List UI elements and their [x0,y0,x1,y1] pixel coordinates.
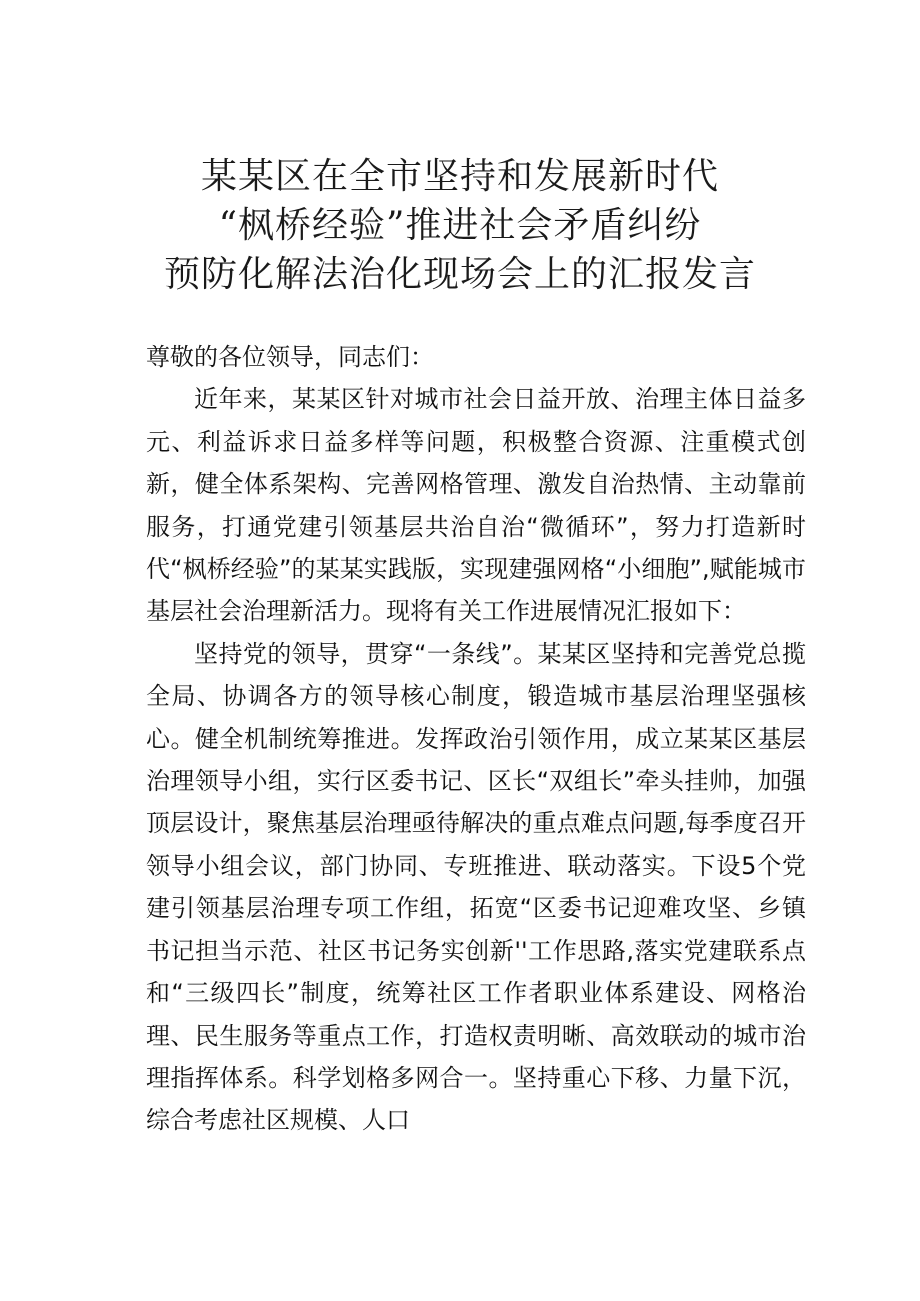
document-title [0,152,920,299]
salutation: 尊敬的各位领导，同志们： [146,343,434,371]
title-line-3: 预防化解法治化现场会上的汇报发言 [163,254,756,295]
paragraph-intro: 近年来，某某区针对城市社会日益开放、治理主体日益多元、利益诉求日益多样等问题，积极整合资源、注重模式创新，健全体系架构、完善网格管理、激发自治热情、主动靠前服务，打通党建引领基层共治自治“微循环”，努力打造新时代“枫桥经验”的某某实践版，实现建强网格“小细胞”,赋能城市基层社会治理新活力。现将有关工作进展情况汇报如下： [146,385,806,626]
document-body [146,336,806,1142]
title-line-1: 某某区在全市坚持和发展新时代 [200,156,719,197]
title-line-2: “枫桥经验”推进社会矛盾纠纷 [218,205,702,246]
paragraph-party-leadership: 坚持党的领导，贯穿“一条线”。某某区坚持和完善党总揽全局、协调各方的领导核心制度，锻造城市基层治理坚强核心。健全机制统筹推进。发挥政治引领作用，成立某某区基层治理领导小组，实行区委书记、区长“双组长”牵头挂帅，加强顶层设计，聚焦基层治理亟待解决的重点难点问题,每季度召开领导小组会议，部门协同、专班推进、联动落实。下设5个党建引领基层治理专项工作组，拓宽“区委书记迎难攻坚、乡镇书记担当示范、社区书记务实创新''工作思路,落实党建联系点和“三级四长”制度，统筹社区工作者职业体系建设、网格治理、民生服务等重点工作，打造权责明晰、高效联动的城市治理指挥体系。科学划格多网合一。坚持重心下移、力量下沉，综合考虑社区规模、人口 [146,639,806,1135]
